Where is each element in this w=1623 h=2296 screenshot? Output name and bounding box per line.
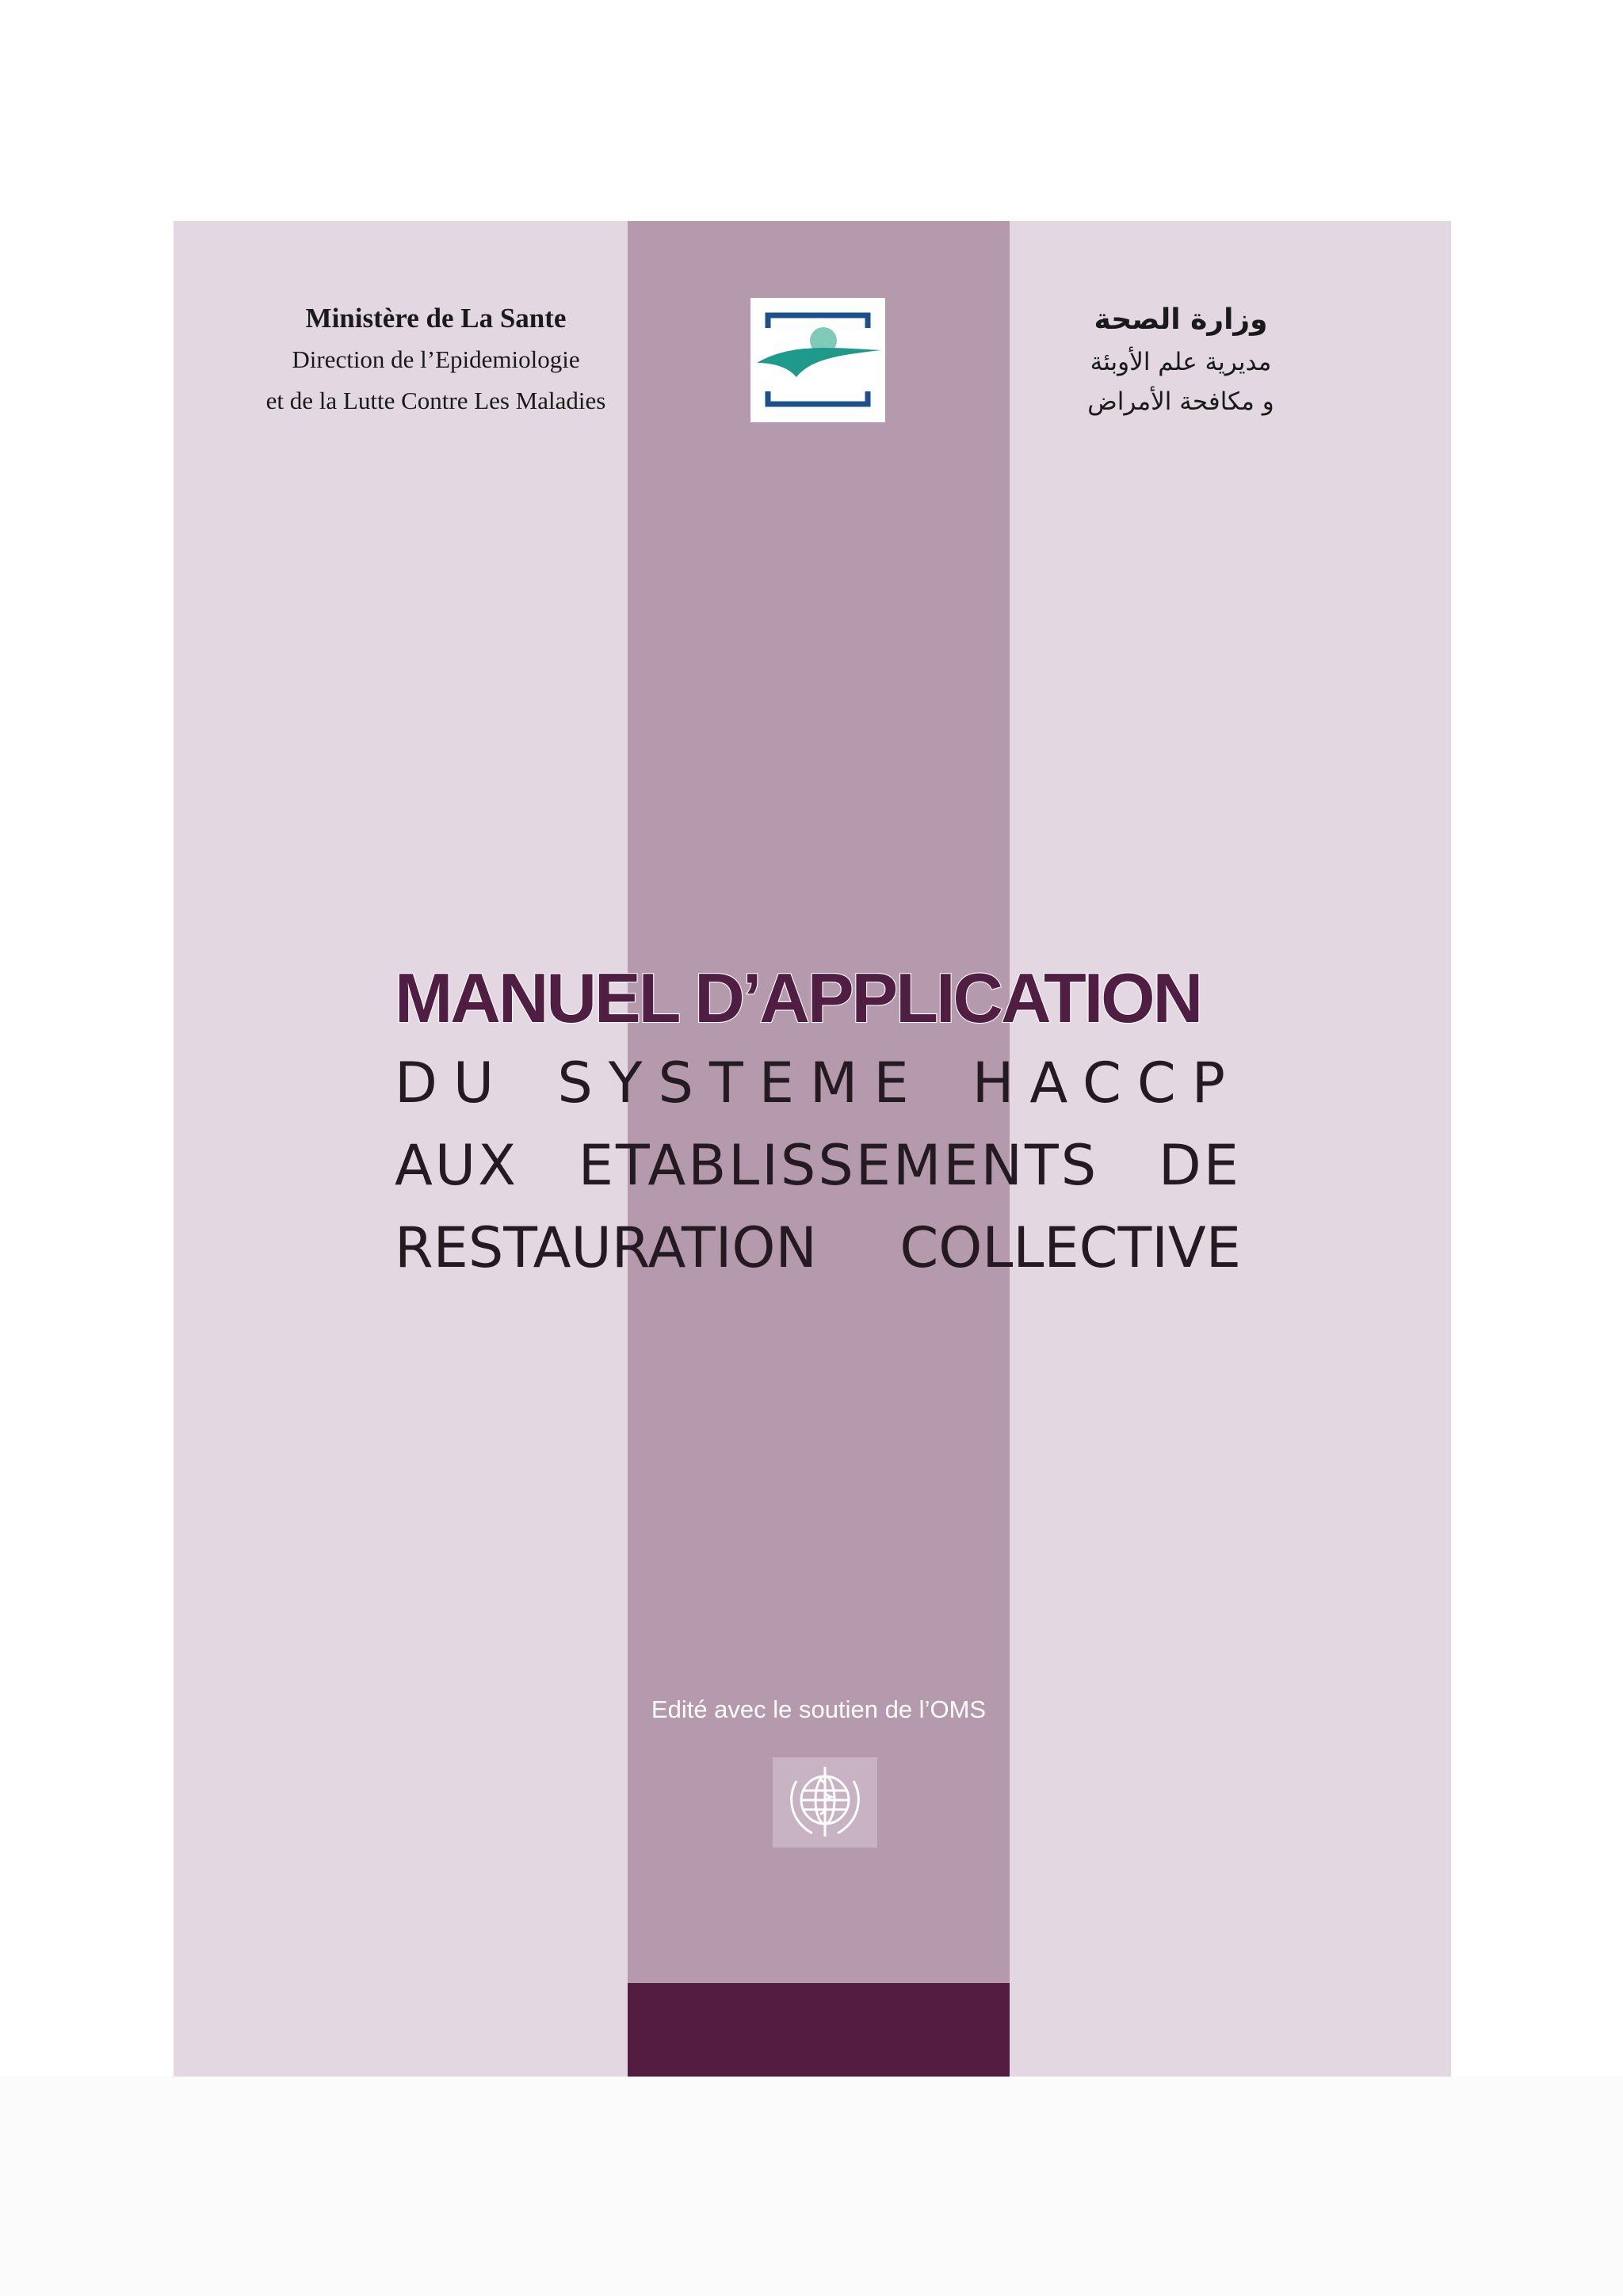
french-header xyxy=(238,298,634,421)
subtitle-line-1: DU SYSTEME HACCP xyxy=(395,1051,1241,1116)
arabic-header xyxy=(1030,298,1331,421)
ministry-name-fr: Ministère de La Sante xyxy=(305,303,567,334)
direction-line-2-ar: و مكافحة الأمراض xyxy=(1087,387,1274,416)
subtitle-line-3: RESTAURATION COLLECTIVE xyxy=(395,1215,1241,1280)
direction-line-2-fr: et de la Lutte Contre Les Maladies xyxy=(265,387,606,414)
subtitle-line-2: AUX ETABLISSEMENTS DE xyxy=(395,1133,1241,1198)
who-emblem-icon xyxy=(773,1757,877,1848)
direction-line-1-fr: Direction de l’Epidemiologie xyxy=(292,345,580,373)
direction-line-1-ar: مديرية علم الأوبئة xyxy=(1090,348,1272,376)
page-bottom-margin xyxy=(0,2076,1623,2296)
ministry-name-ar: وزارة الصحة xyxy=(1094,303,1268,336)
ministry-logo-graphic xyxy=(750,298,885,422)
who-emblem-graphic xyxy=(773,1757,877,1848)
document-title xyxy=(395,955,1241,1289)
support-note: Edité avec le soutien de l’OMS xyxy=(651,1695,987,1723)
ministry-logo-icon xyxy=(750,298,885,422)
center-band-footer xyxy=(628,1983,1010,2077)
title-main: MANUEL D’APPLICATION xyxy=(395,959,1201,1037)
